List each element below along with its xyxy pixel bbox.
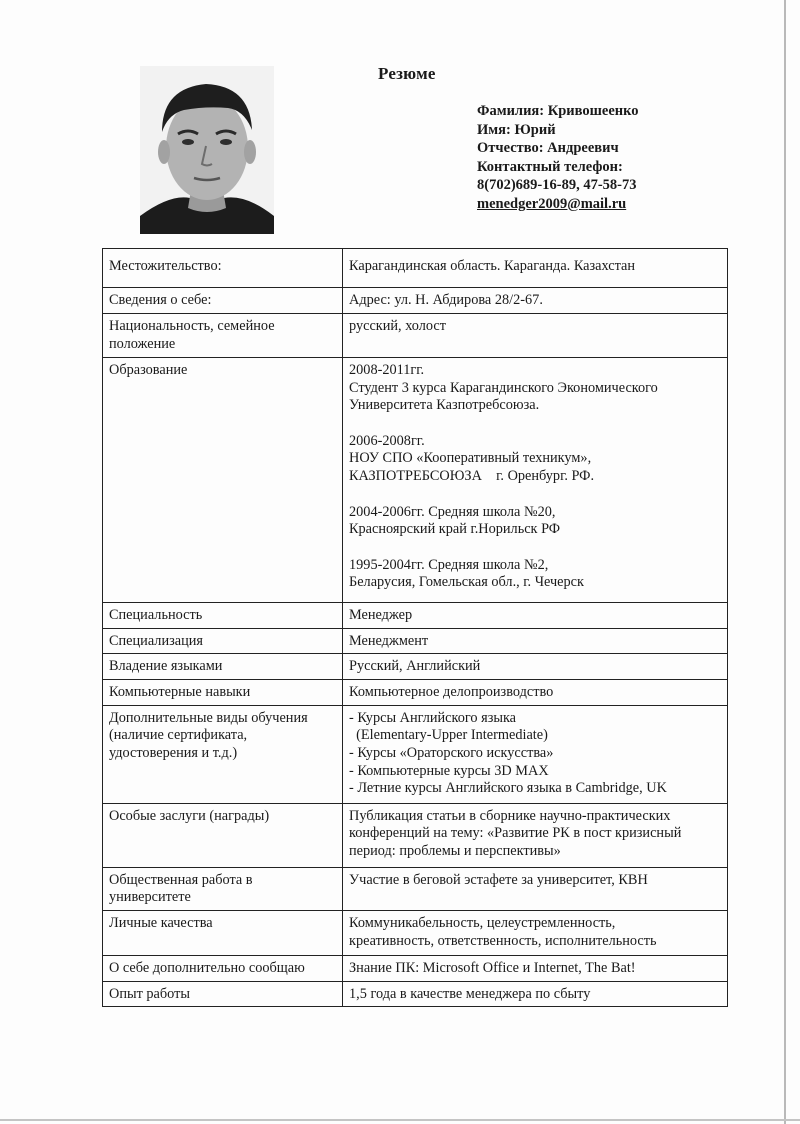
patronymic: Отчество: Андреевич [477,140,619,156]
table-row [103,288,728,314]
row-label: Общественная работа в университете [103,867,343,910]
scan-edge-right [784,0,786,1124]
row-value: Участие в беговой эстафете за университет, КВН [343,867,728,910]
scan-edge-bottom [0,1119,800,1121]
table-row [103,680,728,706]
row-label: Опыт работы [103,981,343,1007]
row-label: Национальность, семейное положение [103,314,343,358]
row-label: Личные качества [103,910,343,955]
row-label: Сведения о себе: [103,288,343,314]
row-label: Образование [103,358,343,603]
table-row [103,981,728,1007]
row-value: Публикация статьи в сборнике научно-практических конференций на тему: «Развитие РК в пост кризисный период: проблемы и перспективы» [343,803,728,867]
portrait-image [140,66,274,234]
email-link[interactable]: menedger2009@mail.ru [477,195,627,212]
row-label: Особые заслуги (награды) [103,803,343,867]
table-row [103,910,728,955]
row-value: Менеджер [343,603,728,629]
table-row [103,628,728,654]
row-value [343,358,728,603]
row-value: Русский, Английский [343,654,728,680]
table-row [103,705,728,803]
education-entry: 2004-2006гг. Средняя школа №20, Красноярский край г.Норильск РФ [349,503,561,538]
row-label: Владение языками [103,654,343,680]
portrait-photo [140,66,274,234]
row-label: Специализация [103,628,343,654]
table-row [103,249,728,288]
row-label: О себе дополнительно сообщаю [103,955,343,981]
row-label: Местожительство: [103,249,343,288]
phone-number: 8(702)689-16-89, 47-58-73 [477,177,637,193]
row-value: Адрес: ул. Н. Абдирова 28/2-67. [343,288,728,314]
row-value: Знание ПК: Microsoft Office и Internet, The Bat! [343,955,728,981]
row-value: Карагандинская область. Караганда. Казахстан [343,249,728,288]
list-item: - Курсы «Ораторского искусства» [349,744,554,761]
table-row [103,803,728,867]
row-label: Компьютерные навыки [103,680,343,706]
table-row [103,867,728,910]
resume-table [102,248,728,1007]
surname: Фамилия: Кривошеенко [477,103,639,119]
row-value: Компьютерное делопроизводство [343,680,728,706]
list-item: - Летние курсы Английского языка в Cambridge, UK [349,780,667,797]
row-value: Коммуникабельность, целеустремленность, креативность, ответственность, исполнительность [343,910,728,955]
table-row [103,314,728,358]
education-entry: 1995-2004гг. Средняя школа №2, Беларусия, Гомельская обл., г. Чечерск [349,556,584,591]
phone-label: Контактный телефон: [477,158,623,175]
education-entry: 2006-2008гг. НОУ СПО «Кооперативный техникум», КАЗПОТРЕБСОЮЗА г. Оренбург. РФ. [349,432,595,484]
row-label: Дополнительные виды обучения (наличие сертификата, удостоверения и т.д.) [103,705,343,803]
first-name: Имя: Юрий [477,121,556,138]
list-item: (Elementary-Upper Intermediate) [349,727,548,744]
row-value: Менеджмент [343,628,728,654]
row-value: 1,5 года в качестве менеджера по сбыту [343,981,728,1007]
row-value: русский, холост [343,314,728,358]
row-value [343,705,728,803]
list-item: - Курсы Английского языка [349,709,517,726]
table-row [103,358,728,603]
table-row [103,603,728,629]
table-row [103,955,728,981]
list-item: - Компьютерные курсы 3D MAX [349,762,549,779]
table-row [103,654,728,680]
education-entry: 2008-2011гг. Студент 3 курса Карагандинского Экономического Университета Казпотребсоюза. [349,362,658,414]
page-title: Резюме [378,64,436,83]
contact-block [477,102,639,213]
row-label: Специальность [103,603,343,629]
